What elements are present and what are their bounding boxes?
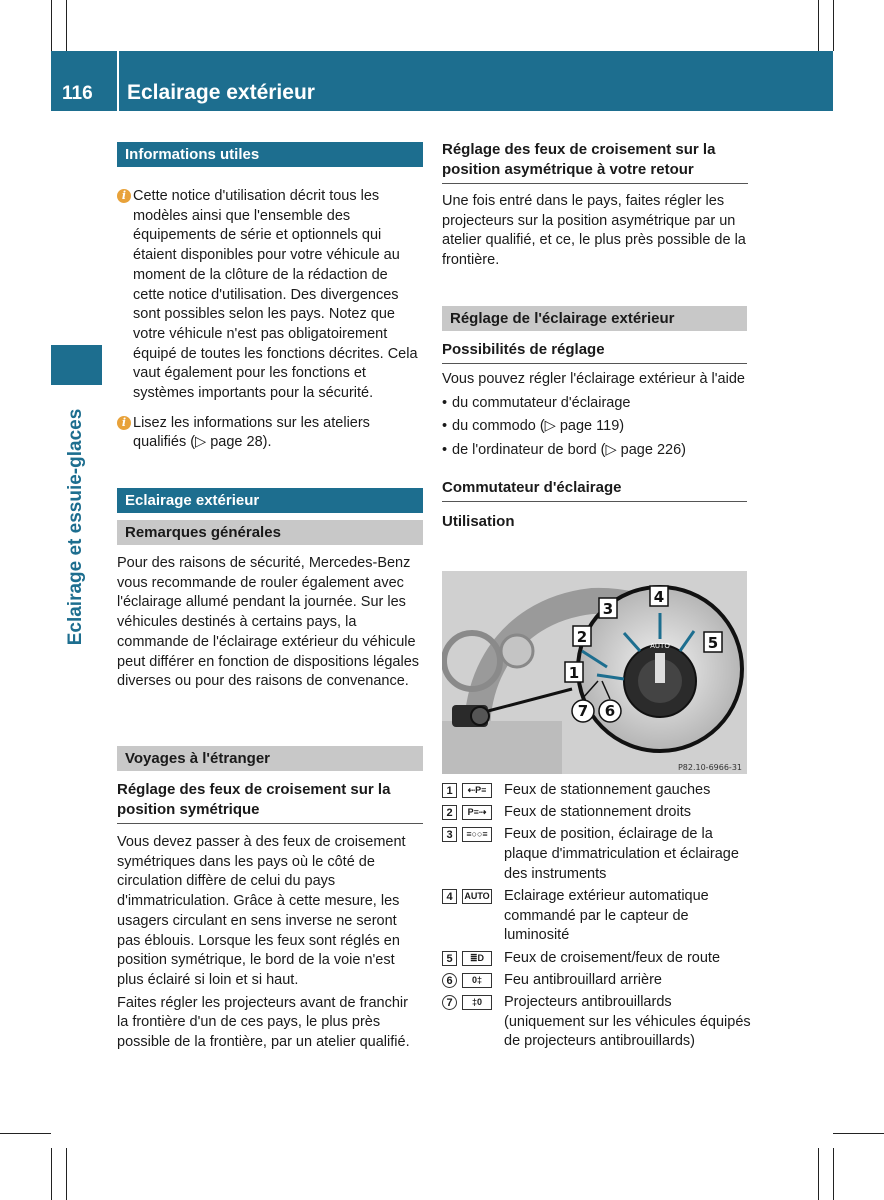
info-note [117, 187, 423, 404]
legend-number: 5 [442, 951, 457, 966]
options-heading: Possibilités de réglage [442, 340, 747, 364]
info-icon: i [117, 189, 131, 203]
front-fog-icon: ‡0 [462, 995, 492, 1010]
section-bar-remarques: Remarques générales [117, 520, 423, 545]
crop-mark [66, 1148, 67, 1200]
callout-5: 5 [707, 634, 719, 652]
legend-text: Feux de croisement/feux de route [504, 949, 721, 966]
crop-mark [51, 1148, 52, 1200]
list-item: • du commutateur d'éclairage [442, 392, 747, 416]
usage-heading: Utilisation [442, 513, 515, 531]
options-intro: Vous pouvez régler l'éclairage extérieur à l'aide [442, 371, 745, 387]
legend-text: Projecteurs antibrouillards (uniquement sur les véhicules équipés de projecteurs antibrouillards) [504, 994, 751, 1050]
sym-heading: Réglage des feux de croisement sur la position symétrique [117, 780, 423, 824]
right-column [442, 140, 748, 271]
crop-mark [818, 1148, 819, 1200]
legend-text: Eclairage extérieur automatique commandé par le capteur de luminosité [504, 888, 709, 944]
asym-text: Une fois entré dans le pays, faites régler les projecteurs sur la position asymétrique par un atelier qualifié, et ce, le plus près possible de la frontière. [442, 193, 746, 269]
callout-6: 6 [604, 702, 616, 720]
crop-mark [833, 0, 834, 51]
legend-item [442, 825, 752, 884]
legend-number: 3 [442, 827, 457, 842]
legend-number: 2 [442, 805, 457, 820]
asym-heading: Réglage des feux de croisement sur la position asymétrique à votre retour [442, 140, 748, 184]
legend-item [442, 887, 752, 946]
sym-text-2: Faites régler les projecteurs avant de franchir la frontière d'un de ces pays, le plus près possible de la frontière, par un atelier qualifié. [117, 994, 410, 1051]
rear-fog-icon: 0‡ [462, 973, 492, 988]
list-item: • de l'ordinateur de bord (▷ page 226) [442, 439, 747, 463]
legend-item [442, 993, 752, 1052]
info-note [117, 414, 423, 453]
right-column-adjust [442, 306, 747, 530]
light-switch-figure [442, 571, 747, 774]
crop-mark [51, 0, 52, 51]
list-item: • du commodo (▷ page 119) [442, 415, 747, 439]
page-number: 116 [62, 83, 93, 104]
callout-4: 4 [653, 588, 665, 606]
legend-item [442, 803, 752, 823]
crop-mark [0, 1133, 51, 1134]
info-text: Lisez les informations sur les ateliers qualifiés (▷ page 28). [133, 414, 370, 451]
callout-3: 3 [602, 600, 614, 618]
crop-mark [66, 0, 67, 51]
switch-heading: Commutateur d'éclairage [442, 478, 747, 502]
side-tab-marker [51, 345, 102, 385]
legend-item [442, 781, 752, 801]
section-bar-voyages: Voyages à l'étranger [117, 746, 423, 771]
legend-number: 4 [442, 889, 457, 904]
header-divider [117, 51, 119, 111]
crop-mark [833, 1133, 884, 1134]
crop-mark [818, 0, 819, 51]
callout-1: 1 [568, 664, 580, 682]
callout-2: 2 [576, 628, 588, 646]
general-text: Pour des raisons de sécurité, Mercedes-Benz vous recommande de rouler également avec l'éclairage allumé pendant la journée. Sur les véhicules destinés à certains pays, la commande de l'éclairage extérieur du véhicule peut différer en fonction de dispositions légales diverses ou pour des raisons de convenance. [117, 555, 420, 690]
legend [442, 781, 752, 1055]
section-bar-reglage: Réglage de l'éclairage extérieur [442, 306, 747, 331]
figure-code: P82.10-6966-31 [677, 763, 742, 772]
legend-number: 7 [442, 995, 457, 1010]
parking-right-icon: P≡⇢ [462, 805, 492, 820]
info-icon: i [117, 416, 131, 430]
left-column-lower [117, 488, 423, 692]
section-bar-informations: Informations utiles [117, 142, 423, 167]
page-title: Eclairage extérieur [127, 81, 315, 104]
left-column-travel [117, 746, 423, 1053]
info-text: Cette notice d'utilisation décrit tous les modèles ainsi que l'ensemble des équipements de série et optionnels qui étaient disponibles pour votre véhicule au moment de la clôture de la rédaction de cette notice d'utilisation. Des divergences sont possibles selon les pays. Notez que votre véhicule n'est pas obligatoirement équipé de toutes les fonctions décrites. Cela vaut également pour les fonctions et systèmes importants pour la sécurité. [133, 188, 418, 402]
sym-text: Vous devez passer à des feux de croisement symétriques dans les pays où le côté de circulation diffère de celui du pays d'immatriculation. Grâce à cette mesure, les usagers circulant en sens inverse ne seront pas éblouis. Lorsque les feux sont réglés en position symétrique, le bord de la voie n'est plus éclairé si loin et si haut. [117, 834, 406, 988]
crop-mark [833, 1148, 834, 1200]
legend-item [442, 971, 752, 991]
left-column [117, 142, 423, 453]
auto-light-icon: AUTO [462, 889, 492, 904]
low-beam-icon: ≣D [462, 951, 492, 966]
light-switch-illustration [442, 571, 747, 774]
legend-text: Feux de position, éclairage de la plaque d'immatriculation et éclairage des instruments [504, 826, 739, 882]
callout-7: 7 [577, 702, 589, 720]
legend-item [442, 949, 752, 969]
legend-number: 1 [442, 783, 457, 798]
legend-text: Feu antibrouillard arrière [504, 971, 662, 988]
parking-left-icon: ⇠P≡ [462, 783, 492, 798]
side-lamps-icon: ≡○○≡ [462, 827, 492, 842]
legend-text: Feux de stationnement droits [504, 804, 691, 821]
side-tab-label: Eclairage et essuie-glaces [65, 408, 86, 646]
legend-text: Feux de stationnement gauches [504, 782, 711, 798]
dial-auto-label: AUTO [650, 642, 670, 650]
section-bar-eclairage: Eclairage extérieur [117, 488, 423, 513]
legend-number: 6 [442, 973, 457, 988]
